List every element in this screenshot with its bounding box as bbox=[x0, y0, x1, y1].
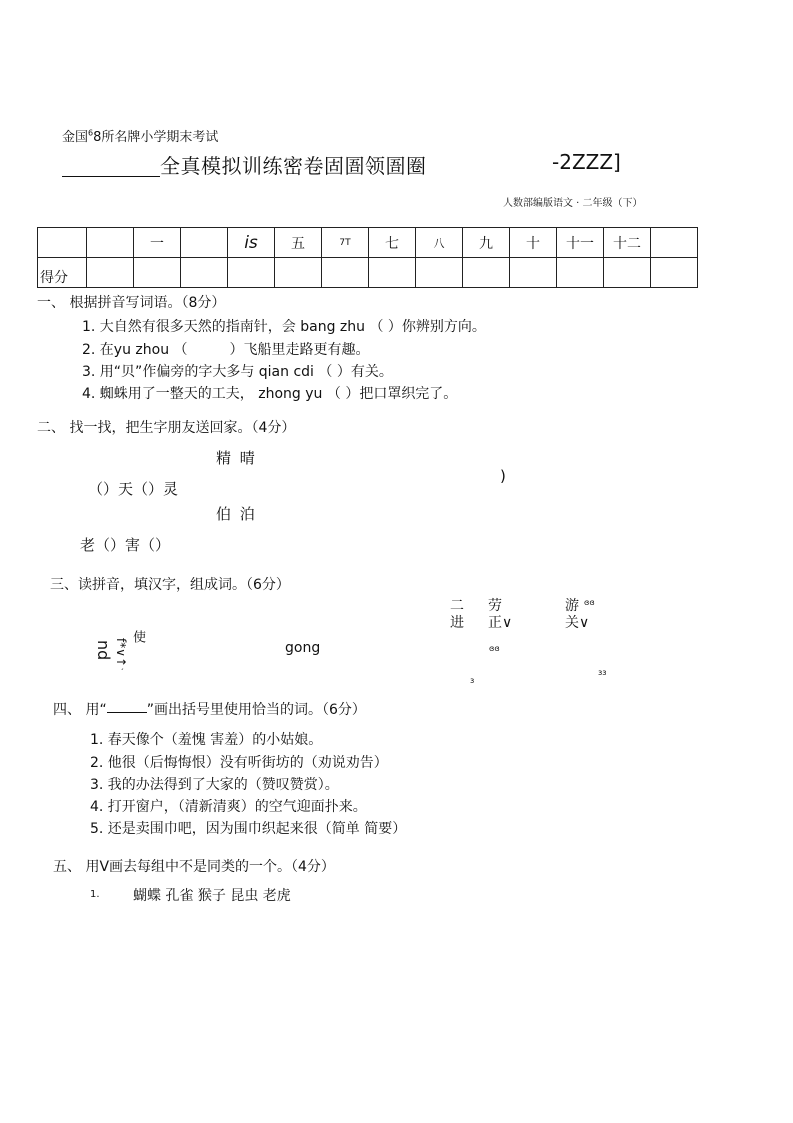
section1-item: 3. 用“贝”作偏旁的字大多与 qian cdi （ ）有关。 bbox=[82, 364, 393, 380]
score-cell bbox=[38, 228, 87, 258]
char-shi: 使 bbox=[130, 630, 145, 643]
pinyin-pu: pu bbox=[92, 640, 111, 661]
score-input-cell[interactable] bbox=[322, 258, 369, 288]
char-lao: 劳 bbox=[488, 598, 502, 614]
score-input-cell[interactable] bbox=[134, 258, 181, 288]
stray-bottom-1: ɜ bbox=[470, 676, 475, 685]
pinyin-gong: gong bbox=[285, 640, 321, 656]
score-cell: 七 bbox=[369, 228, 416, 258]
score-cell bbox=[181, 228, 228, 258]
stray-bottom-2: ɜɜ bbox=[598, 668, 607, 677]
score-input-cell[interactable] bbox=[181, 258, 228, 288]
stray-tick: ˊ bbox=[120, 668, 124, 677]
score-cell: 一 bbox=[134, 228, 181, 258]
stray-mark: ) bbox=[500, 467, 506, 485]
section5-item-words: 蝴蝶 孔雀 猴子 昆虫 老虎 bbox=[133, 888, 291, 904]
char-guan: 关∨ bbox=[565, 615, 590, 631]
score-cell: 十 bbox=[510, 228, 557, 258]
score-input-cell[interactable] bbox=[87, 258, 134, 288]
school-title: 金国$^6$8所名牌小学期末考试 bbox=[62, 128, 219, 145]
section4-item: 3. 我的办法得到了大家的（赞叹赞赏）。 bbox=[90, 777, 339, 793]
section4-item: 2. 他很（后悔悔恨）没有听街坊的（劝说劝告） bbox=[90, 755, 388, 771]
stray-marks: f*∨↑ bbox=[114, 638, 128, 668]
score-cell: 八 bbox=[416, 228, 463, 258]
section1-item: 2. 在yu zhou （ ）飞船里走路更有趣。 bbox=[82, 342, 370, 358]
score-cell bbox=[651, 228, 698, 258]
section4-heading: 四、 用“ ”画出括号里使用恰当的词。（6分） bbox=[53, 702, 366, 718]
score-input-cell[interactable] bbox=[510, 258, 557, 288]
score-input-cell[interactable] bbox=[463, 258, 510, 288]
char-jin: 进 bbox=[450, 615, 464, 631]
section4-item: 5. 还是卖围巾吧，因为围巾织起来很（简单 简要） bbox=[90, 821, 407, 837]
section5-item-number: 1. bbox=[90, 889, 100, 900]
score-cell: 十二 bbox=[604, 228, 651, 258]
section4-item: 4. 打开窗户，（清新清爽）的空气迎面扑来。 bbox=[90, 799, 367, 815]
char-group-1: 精 晴 bbox=[216, 449, 257, 467]
section2-heading: 二、 找一找，把生字朋友送回家。（4分） bbox=[37, 420, 296, 436]
stray-marks-3: ɞɞ bbox=[584, 598, 595, 607]
fill-blank-2: 老（）害（） bbox=[80, 536, 171, 554]
section4-item: 1. 春天像个（羞愧 害羞）的小姑娘。 bbox=[90, 732, 323, 748]
char-zheng: 正∨ bbox=[488, 615, 513, 631]
score-value-row bbox=[38, 258, 698, 288]
score-cell: 7T bbox=[322, 228, 369, 258]
score-cell: 九 bbox=[463, 228, 510, 258]
title-blank bbox=[62, 156, 160, 177]
score-input-cell[interactable] bbox=[651, 258, 698, 288]
char-er: 二 bbox=[450, 598, 464, 614]
section5-heading: 五、 用V画去每组中不是同类的一个。（4分） bbox=[53, 859, 335, 875]
score-table bbox=[37, 227, 698, 288]
score-input-cell[interactable] bbox=[275, 258, 322, 288]
fill-blank-1: （）天（）灵 bbox=[88, 480, 179, 498]
edition-label: 人数部编版语文 · 二年级（下） bbox=[503, 198, 643, 209]
exam-title-suffix: -2ZZZ] bbox=[552, 150, 621, 174]
score-input-cell[interactable] bbox=[416, 258, 463, 288]
score-cell: 十一 bbox=[557, 228, 604, 258]
score-input-cell[interactable] bbox=[604, 258, 651, 288]
char-you: 游 bbox=[565, 598, 579, 614]
section1-item: 4. 蜘蛛用了一整天的工夫， zhong yu （ ）把口罩织完了。 bbox=[82, 386, 458, 402]
section3-heading: 三、读拼音，填汉字，组成词。（6分） bbox=[50, 577, 290, 593]
score-header-row bbox=[38, 228, 698, 258]
section1-heading: 一、 根据拼音写词语。（8分） bbox=[37, 295, 226, 311]
section1-item: 1. 大自然有很多天然的指南针，会 bang zhu （ ）你辨别方向。 bbox=[82, 319, 486, 335]
exam-title: 全真模拟训练密卷固圄领圄圈 bbox=[62, 150, 427, 179]
stray-marks-2: ɞɞ bbox=[489, 644, 500, 653]
score-cell: 五 bbox=[275, 228, 322, 258]
underline-sample bbox=[107, 700, 147, 713]
char-group-2: 伯 泊 bbox=[216, 505, 257, 523]
score-input-cell[interactable] bbox=[369, 258, 416, 288]
score-cell: is bbox=[228, 228, 275, 258]
score-cell bbox=[87, 228, 134, 258]
score-input-cell[interactable] bbox=[557, 258, 604, 288]
score-row-label: 得分 bbox=[38, 258, 87, 288]
score-input-cell[interactable] bbox=[228, 258, 275, 288]
